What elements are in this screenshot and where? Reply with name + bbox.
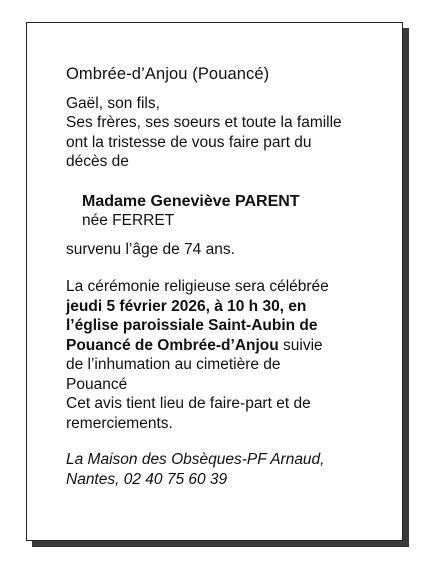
- family-line: Ses frères, ses soeurs et toute la famille: [66, 114, 342, 131]
- maiden-name: née FERRET: [82, 212, 175, 229]
- ceremony-town: Pouancé de Ombrée-d’Anjou: [66, 336, 279, 354]
- obituary-notice: [26, 22, 403, 541]
- funeral-home: [66, 450, 386, 489]
- ceremony-followed: suivie: [278, 336, 323, 354]
- family-announcement: [66, 94, 386, 172]
- family-line: Gaël, son fils,: [66, 94, 160, 112]
- burial-place: Pouancé: [66, 375, 128, 393]
- family-line: décès de: [66, 153, 129, 170]
- funeral-home-name: La Maison des Obsèques-PF Arnaud,: [66, 451, 325, 468]
- ceremony-place-line: [66, 336, 386, 356]
- notice-content: [66, 65, 386, 489]
- notice-remark: Cet avis tient lieu de faire-part et de: [66, 395, 311, 412]
- family-line: ont la tristesse de vous faire part du: [66, 133, 312, 151]
- funeral-home-contact: Nantes, 02 40 75 60 39: [66, 470, 228, 488]
- ceremony-church: l’église paroissiale Saint-Aubin de: [66, 317, 318, 334]
- deceased-name: Madame Geneviève PARENT: [82, 192, 300, 210]
- ceremony-intro: La cérémonie religieuse sera célébrée: [66, 278, 329, 295]
- deceased-block: [66, 192, 386, 231]
- notice-location: Ombrée-d’Anjou (Pouancé): [66, 65, 270, 83]
- age-statement: survenu l’âge de 74 ans.: [66, 240, 235, 258]
- ceremony-details: [66, 277, 386, 433]
- burial-line: de l’inhumation au cimetière de: [66, 356, 281, 373]
- ceremony-date: jeudi 5 février 2026, à 10 h 30, en: [66, 297, 307, 315]
- notice-remark-end: remerciements.: [66, 414, 173, 432]
